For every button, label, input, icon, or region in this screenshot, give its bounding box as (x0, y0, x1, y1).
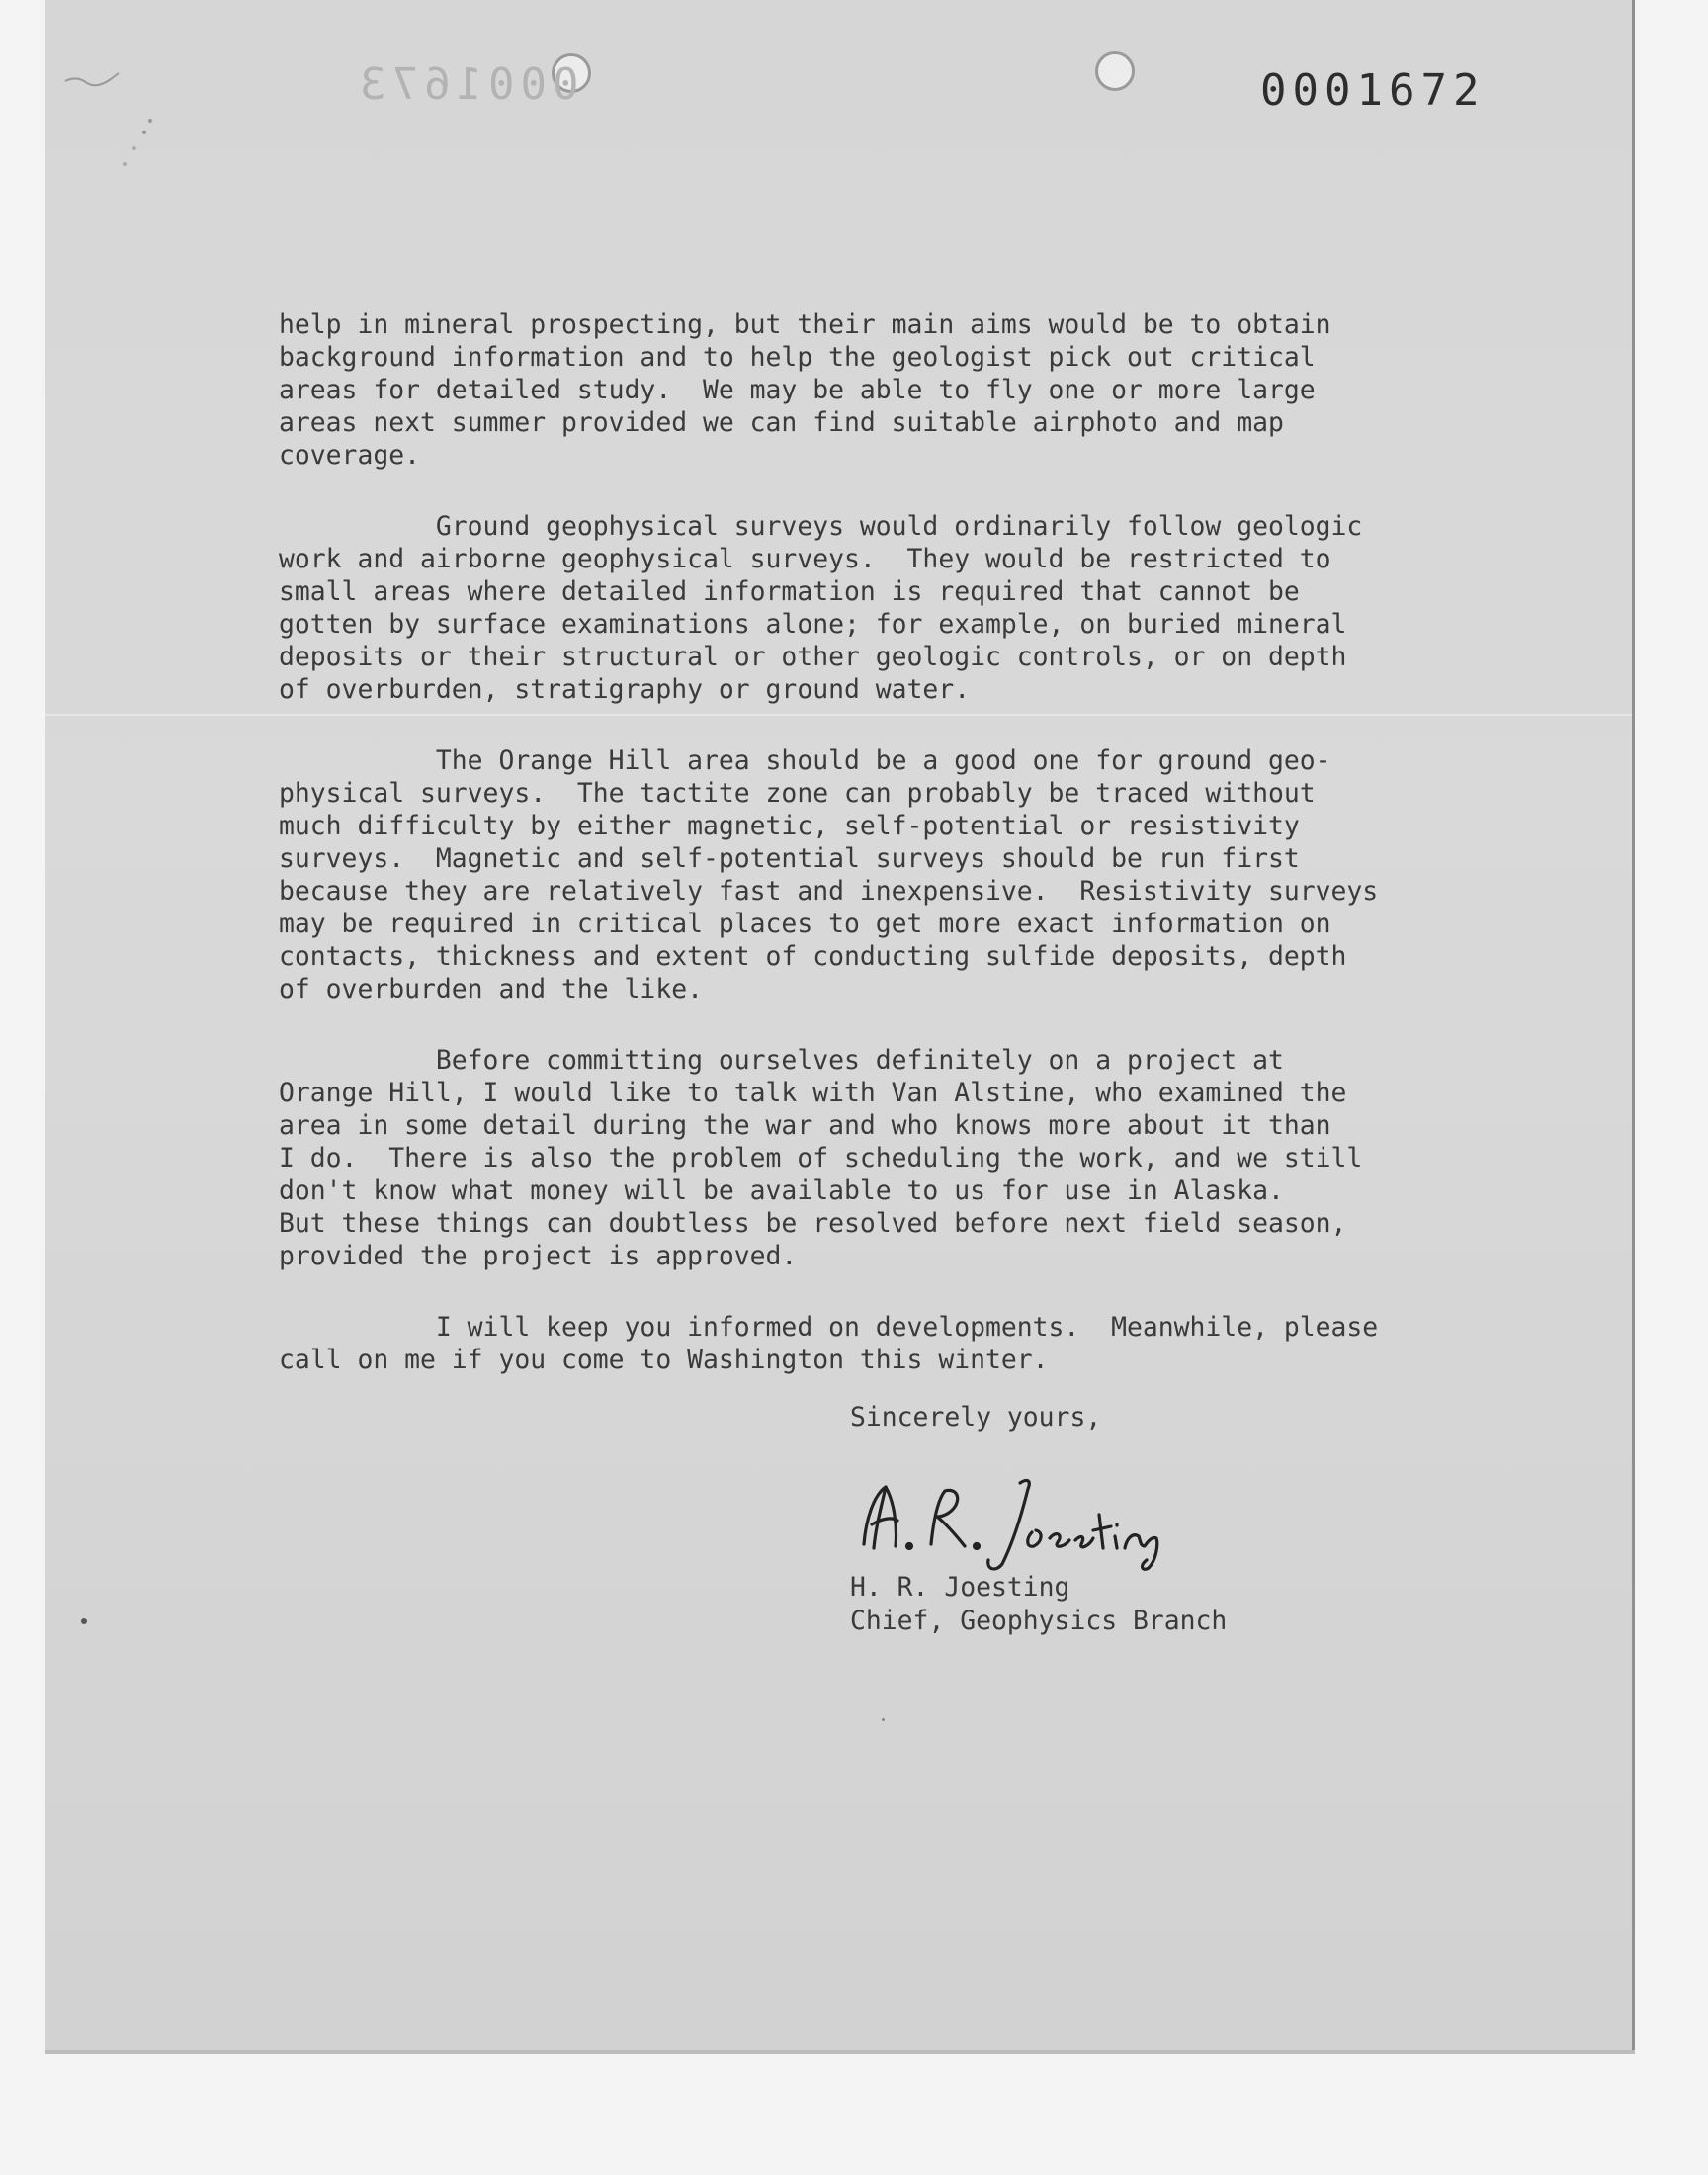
punch-hole-right (1095, 51, 1135, 91)
letter-body (279, 308, 1504, 1415)
text-line: call on me if you come to Washington this winter. (279, 1345, 1049, 1375)
pencil-mark (59, 61, 168, 190)
paragraph (279, 510, 1504, 706)
text-line: I will keep you informed on developments. Meanwhile, please (279, 1312, 1379, 1343)
text-line: don't know what money will be available to us for use in Alaska. (279, 1175, 1284, 1206)
text-line: deposits or their structural or other geologic controls, or on depth (279, 642, 1347, 672)
text-line: small areas where detailed information is required that cannot be (279, 576, 1300, 607)
text-line: gotten by surface examinations alone; for example, on buried mineral (279, 609, 1347, 640)
paragraph (279, 1044, 1504, 1272)
text-line: coverage. (279, 440, 420, 471)
signer-title: Chief, Geophysics Branch (850, 1606, 1228, 1636)
text-line: Ground geophysical surveys would ordinarily follow geologic (279, 511, 1363, 542)
paragraph (279, 1311, 1504, 1376)
text-line: because they are relatively fast and inexpensive. Resistivity surveys (279, 876, 1379, 907)
bleed-through-number: 0001673 (354, 59, 579, 110)
text-line: of overburden, stratigraphy or ground water. (279, 674, 971, 705)
text-line: much difficulty by either magnetic, self-potential or resistivity (279, 811, 1300, 841)
signer-name: H. R. Joesting (850, 1572, 1070, 1603)
text-line: background information and to help the geologist pick out critical (279, 342, 1316, 373)
text-line: contacts, thickness and extent of conducting sulfide deposits, depth (279, 941, 1347, 972)
text-line: But these things can doubtless be resolved before next field season, (279, 1208, 1347, 1239)
text-line: The Orange Hill area should be a good one for ground geo- (279, 745, 1331, 776)
text-line: help in mineral prospecting, but their main aims would be to obtain (279, 309, 1331, 340)
text-line: provided the project is approved. (279, 1241, 798, 1271)
text-line: of overburden and the like. (279, 974, 703, 1004)
text-line: may be required in critical places to get more exact information on (279, 909, 1331, 939)
page-number: 0001672 (1260, 65, 1486, 116)
speck-mark (81, 1618, 87, 1624)
speck-mark (882, 1718, 885, 1721)
paragraph (279, 308, 1504, 472)
text-line: Before committing ourselves definitely on a project at (279, 1045, 1284, 1076)
text-line: Orange Hill, I would like to talk with Van Alstine, who examined the (279, 1078, 1347, 1108)
text-line: work and airborne geophysical surveys. They would be restricted to (279, 544, 1331, 574)
signature (852, 1465, 1228, 1574)
text-line: I do. There is also the problem of scheduling the work, and we still (279, 1143, 1363, 1174)
text-line: areas next summer provided we can find suitable airphoto and map (279, 407, 1284, 438)
text-line: areas for detailed study. We may be able to fly one or more large (279, 375, 1316, 405)
page-edge-bottom (45, 2050, 1635, 2054)
closing: Sincerely yours, (850, 1402, 1102, 1433)
text-line: physical surveys. The tactite zone can probably be traced without (279, 778, 1316, 809)
page-edge (1632, 0, 1635, 2050)
text-line: surveys. Magnetic and self-potential surveys should be run first (279, 843, 1300, 874)
paragraph (279, 744, 1504, 1005)
text-line: area in some detail during the war and who knows more about it than (279, 1110, 1331, 1141)
